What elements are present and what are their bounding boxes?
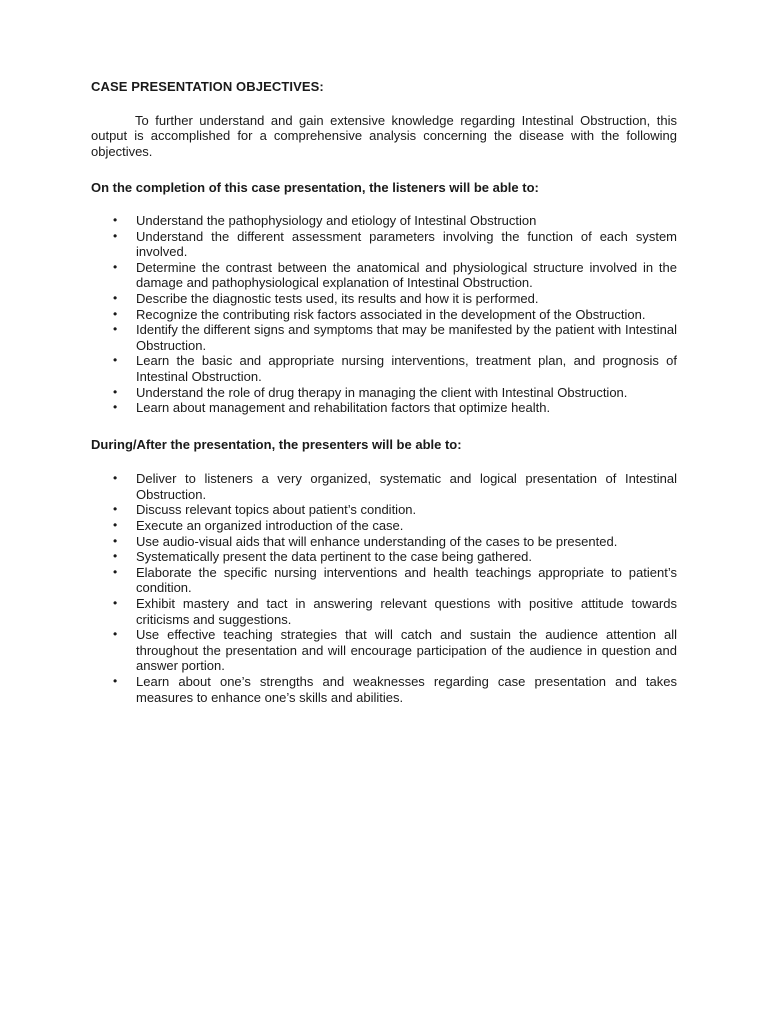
list-item-text: Use audio-visual aids that will enhance understanding of the cases to be presented. xyxy=(136,533,618,549)
list-item-text: Execute an organized introduction of the case. xyxy=(136,518,404,534)
list-item-text: Learn about one’s strengths and weaknesses regarding case presentation and takes measures to enhance one’s skills and abilities. xyxy=(136,674,677,705)
list-item-text: Describe the diagnostic tests used, its results and how it is performed. xyxy=(136,290,539,306)
bullet-icon: • xyxy=(113,674,118,688)
list-item xyxy=(91,502,677,518)
list-item xyxy=(91,400,677,416)
listeners-objectives-list xyxy=(91,213,677,416)
bullet-icon: • xyxy=(113,627,118,642)
list-item xyxy=(91,229,677,260)
bullet-icon: • xyxy=(113,502,118,517)
list-item xyxy=(91,260,677,291)
list-item xyxy=(91,627,677,674)
bullet-icon: • xyxy=(113,564,118,579)
list-item-text: Deliver to listeners a very organized, systematic and logical presentation of Intestinal Obstruction. xyxy=(136,471,677,502)
list-item xyxy=(91,565,677,596)
list-item-text: Understand the pathophysiology and etiology of Intestinal Obstruction xyxy=(136,212,537,228)
list-item xyxy=(91,353,677,384)
listeners-heading: On the completion of this case presentation, the listeners will be able to: xyxy=(91,180,539,196)
list-item-text: Understand the role of drug therapy in managing the client with Intestinal Obstruction. xyxy=(136,384,628,400)
list-item xyxy=(91,471,677,502)
bullet-icon: • xyxy=(113,384,118,399)
bullet-icon: • xyxy=(113,306,118,321)
list-item xyxy=(91,549,677,565)
list-item-text: Determine the contrast between the anatomical and physiological structure involved in the damage and pathophysiological explanation of Intestinal Obstruction. xyxy=(136,259,677,291)
list-item-text: Elaborate the specific nursing interventions and health teachings appropriate to patient’s condition. xyxy=(136,564,677,596)
bullet-icon: • xyxy=(113,596,118,611)
presenters-heading: During/After the presentation, the presenters will be able to: xyxy=(91,436,462,452)
document-title: CASE PRESENTATION OBJECTIVES: xyxy=(91,79,324,94)
list-item xyxy=(91,534,677,550)
document-body xyxy=(91,79,677,705)
list-item xyxy=(91,291,677,307)
presenters-objectives-list xyxy=(91,471,677,705)
list-item-text: Systematically present the data pertinent to the case being gathered. xyxy=(136,549,533,565)
list-item xyxy=(91,674,677,705)
bullet-icon: • xyxy=(113,549,118,564)
list-item xyxy=(91,213,677,229)
bullet-icon: • xyxy=(113,518,118,533)
bullet-icon: • xyxy=(113,353,118,368)
bullet-icon: • xyxy=(113,290,118,305)
list-item-text: Exhibit mastery and tact in answering relevant questions with positive attitude towards criticisms and suggestions. xyxy=(136,596,677,627)
list-item-text: Recognize the contributing risk factors associated in the development of the Obstruction. xyxy=(136,306,646,322)
bullet-icon: • xyxy=(113,212,118,227)
bullet-icon: • xyxy=(113,533,118,548)
list-item-text: Understand the different assessment parameters involving the function of each system involved. xyxy=(136,228,677,260)
bullet-icon: • xyxy=(113,471,118,486)
list-item xyxy=(91,518,677,534)
bullet-icon: • xyxy=(113,400,118,415)
list-item-text: Identify the different signs and symptoms that may be manifested by the patient with Intestinal Obstruction. xyxy=(136,322,677,353)
list-item-text: Use effective teaching strategies that will catch and sustain the audience attention all throughout the presentation and will encourage participation of the audience in question and answer portion. xyxy=(136,627,677,674)
list-item xyxy=(91,596,677,627)
list-item-text: Learn the basic and appropriate nursing interventions, treatment plan, and prognosis of Intestinal Obstruction. xyxy=(136,353,677,384)
intro-paragraph: To further understand and gain extensive knowledge regarding Intestinal Obstruction, this output is accomplished for a comprehensive analysis concerning the disease with the following objectives. xyxy=(91,112,677,159)
list-item-text: Learn about management and rehabilitation factors that optimize health. xyxy=(136,400,551,416)
bullet-icon: • xyxy=(113,228,118,243)
list-item xyxy=(91,322,677,353)
list-item xyxy=(91,307,677,323)
bullet-icon: • xyxy=(113,322,118,337)
list-item xyxy=(91,385,677,401)
bullet-icon: • xyxy=(113,259,118,274)
list-item-text: Discuss relevant topics about patient’s condition. xyxy=(136,502,417,518)
